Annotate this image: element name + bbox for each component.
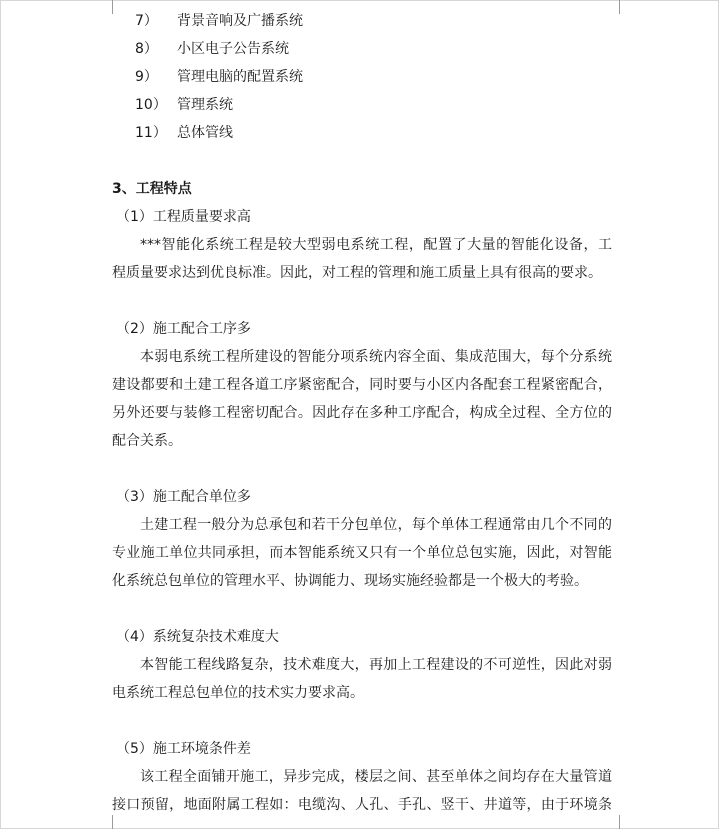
- crop-mark-bottom-right: [619, 815, 634, 829]
- paragraph-line: ***智能化系统工程是较大型弱电系统工程，配置了大量的智能化设备，工: [140, 237, 612, 253]
- paragraph-line: 该工程全面铺开施工，异步完成，楼层之间、甚至单体之间均存在大量管道: [140, 769, 612, 785]
- list-item-text: 小区电子公告系统: [177, 41, 289, 57]
- paragraph-line: 接口预留，地面附属工程如：电缆沟、人孔、手孔、竖干、井道等，由于环境条: [112, 797, 612, 813]
- list-item-text: 管理电脑的配置系统: [177, 69, 303, 85]
- paragraph-line: 化系统总包单位的管理水平、协调能力、现场实施经验都是一个极大的考验。: [112, 573, 588, 589]
- paragraph-line: 土建工程一般分为总承包和若干分包单位，每个单体工程通常由几个不同的: [140, 517, 612, 533]
- list-item-number: 11）: [135, 125, 167, 141]
- paragraph-line: 本弱电系统工程所建设的智能分项系统内容全面、集成范围大，每个分系统: [140, 349, 612, 365]
- subsection-title: （1）工程质量要求高: [116, 209, 251, 225]
- paragraph-line: 本智能工程线路复杂，技术难度大，再加上工程建设的不可逆性，因此对弱: [140, 657, 612, 673]
- subsection-title: （5）施工环境条件差: [116, 741, 251, 757]
- list-item-number: 9）: [135, 69, 158, 85]
- crop-mark-top-right: [619, 0, 634, 14]
- subsection-paragraph: [112, 231, 612, 287]
- list-item-number: 7）: [135, 13, 158, 29]
- subsection-paragraph: [112, 343, 612, 455]
- subsection-title: （4）系统复杂技术难度大: [116, 629, 279, 645]
- crop-mark-top-left: [98, 0, 113, 14]
- list-item-number: 8）: [135, 41, 158, 57]
- crop-mark-bottom-left: [98, 815, 113, 829]
- subsection-paragraph: [112, 651, 612, 707]
- subsection-title: （2）施工配合工序多: [116, 321, 251, 337]
- list-item-number: 10）: [135, 97, 167, 113]
- subsection-paragraph: [112, 763, 612, 819]
- paragraph-line: 配合关系。: [112, 433, 182, 449]
- section-heading: 3、工程特点: [112, 181, 192, 197]
- paragraph-line: 专业施工单位共同承担，而本智能系统又只有一个单位总包实施，因此，对智能: [112, 545, 612, 561]
- paragraph-line: 另外还要与装修工程密切配合。因此存在多种工序配合，构成全过程、全方位的: [112, 405, 612, 421]
- paragraph-line: 程质量要求达到优良标准。因此，对工程的管理和施工质量上具有很高的要求。: [112, 265, 602, 281]
- subsection-paragraph: [112, 511, 612, 595]
- subsection-title: （3）施工配合单位多: [116, 489, 251, 505]
- list-item-text: 管理系统: [177, 97, 233, 113]
- paragraph-line: 建设都要和土建工程各道工序紧密配合，同时要与小区内各配套工程紧密配合，: [112, 377, 612, 393]
- paragraph-line: 电系统工程总包单位的技术实力要求高。: [112, 685, 364, 701]
- list-item-text: 总体管线: [177, 125, 233, 141]
- list-item-text: 背景音响及广播系统: [177, 13, 303, 29]
